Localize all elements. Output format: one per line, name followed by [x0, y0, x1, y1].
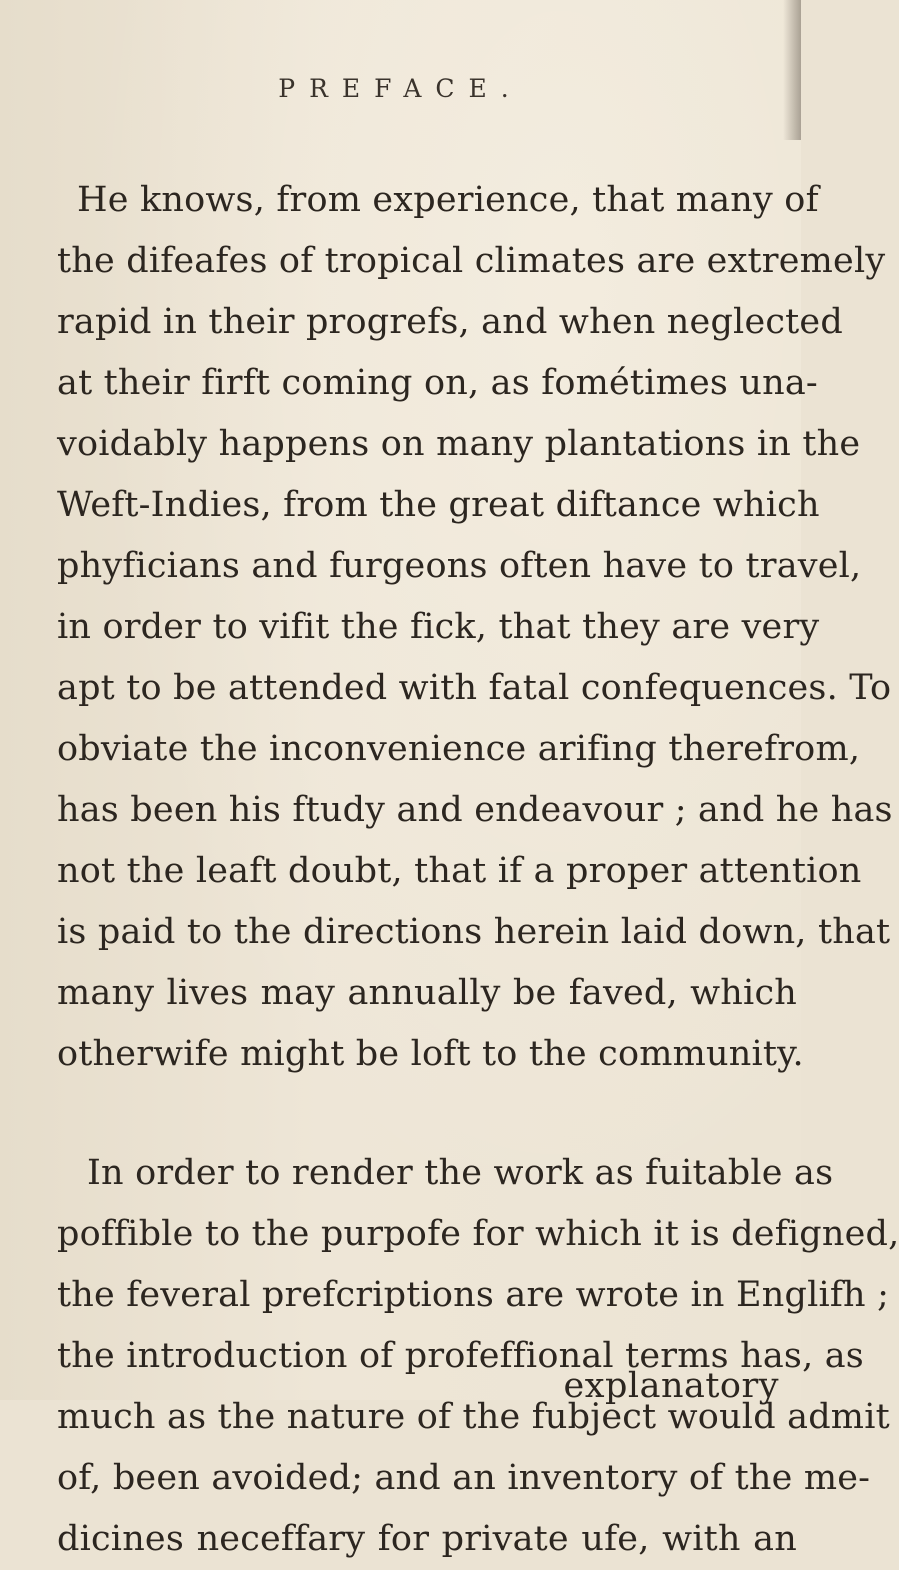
running-head: PREFACE. — [278, 74, 523, 103]
text-line: obviate the inconvenience arifing therefrom, — [57, 729, 861, 769]
paragraph-break — [57, 1085, 797, 1143]
text-line: the feveral prefcriptions are wrote in Englifh ; — [57, 1275, 890, 1315]
body-text — [57, 170, 899, 1570]
text-line: the difeafes of tropical climates are extremely — [57, 241, 886, 281]
text-line: at their firft coming on, as fométimes una- — [57, 363, 818, 403]
text-line: is paid to the directions herein laid down, that — [57, 912, 891, 952]
text-line: the introduction of profeffional terms has, as — [57, 1336, 864, 1376]
text-line: In order to render the work as fuitable as — [87, 1153, 834, 1193]
text-line: otherwife might be loft to the community. — [57, 1034, 804, 1074]
text-line: Weft-Indies, from the great diftance which — [57, 485, 820, 525]
text-line: apt to be attended with fatal confequences. To — [57, 668, 892, 708]
text-line: many lives may annually be faved, which — [57, 973, 797, 1013]
text-line: He knows, from experience, that many of — [77, 180, 819, 220]
catchword: explanatory — [563, 1366, 779, 1406]
text-line: phyficians and furgeons often have to travel, — [57, 546, 862, 586]
text-line: in order to vifit the fick, that they are very — [57, 607, 820, 647]
text-line: dicines neceffary for private ufe, with an — [57, 1519, 797, 1559]
text-line: voidably happens on many plantations in the — [57, 424, 861, 464]
text-line: of, been avoided; and an inventory of the me- — [57, 1458, 871, 1498]
text-line: much as the nature of the fubject would admit — [57, 1397, 890, 1437]
text-line: has been his ftudy and endeavour ; and he has — [57, 790, 893, 830]
text-line: not the leaft doubt, that if a proper attention — [57, 851, 862, 891]
text-line: poffible to the purpofe for which it is defigned, — [57, 1214, 899, 1254]
text-line: rapid in their progrefs, and when neglected — [57, 302, 843, 342]
page-edge-shadow — [783, 0, 801, 140]
